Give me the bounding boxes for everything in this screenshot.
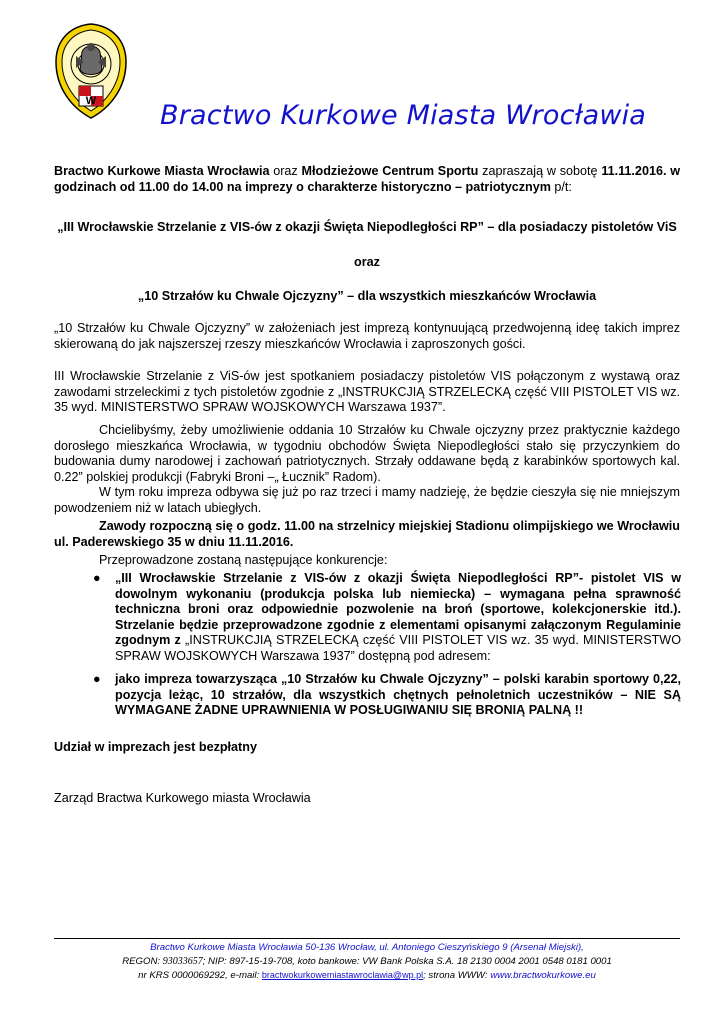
list-item-1 (93, 571, 681, 664)
paragraph-3: Chcielibyśmy, żeby umożliwienie oddania 10 Strzałów ku Chwale ojczyzny przez praktycznie każdego dorosłego mieszkańca Wrocławia, w tygodniu obchodów Święta Niepodległości stało się przyczynkiem do budowania dumy narodowej i zachowań patriotycznych. Strzały oddawane będą z karabinków sportowych kal. 0.22” polskiej produkcji (Fabryki Broni –„ Łucznik” Radom). (54, 423, 680, 484)
list-item-2 (93, 672, 681, 719)
footer-contact (54, 969, 680, 982)
crest-letter: W (85, 95, 97, 107)
intro-text-3: p/t: (550, 179, 572, 194)
paragraph-4: W tym roku impreza odbywa się już po raz trzeci i mamy nadzieję, że będzie cieszyła się nie mniejszym powodzeniem niż w latach ubiegłych. (54, 485, 680, 515)
paragraph-6: Przeprowadzone zostaną następujące konkurencje: (99, 553, 388, 567)
event-date: 11.11.2016. (601, 164, 667, 178)
event1-heading: „III Wrocławskie Strzelanie z VIS-ów z okazji Święta Niepodległości RP” – dla posiadaczy pistoletów ViS (57, 220, 677, 234)
footer-krs: nr KRS 0000069292, e-mail: (138, 970, 262, 981)
intro-and: oraz (269, 164, 302, 178)
footer-divider (54, 938, 680, 939)
footer-registry (54, 955, 680, 968)
bullet-icon: ● (93, 672, 101, 686)
list-item-1-bold: „III Wrocławskie Strzelanie z VIS-ów z okazji Święta Niepodległości RP”- pistolet VIS w dowolnym wykonaniu (produkcja polska lub niemiecka) – wymagana pełna sprawność techniczna broni oraz odpowiednie pozwolenie na broń (sportowe, kolekcjonerskie itd.). Strzelanie będzie przeprowadzone zgodnie z elementami opisanymi załączonym Regulaminie zgodnym z (115, 571, 681, 647)
crest-logo (52, 22, 130, 120)
bullet-icon: ● (93, 571, 101, 585)
paragraph-5: Zawody rozpoczną się o godz. 11.00 na strzelnicy miejskiej Stadionu olimpijskiego we Wrocławiu ul. Paderewskiego 35 w dniu 11.11.2016. (54, 519, 680, 549)
intro-paragraph (54, 164, 680, 195)
oraz-label: oraz (354, 255, 380, 269)
event2-heading: „10 Strzałów ku Chwale Ojczyzny” – dla wszystkich mieszkańców Wrocławia (137, 289, 597, 303)
signature: Zarząd Bractwa Kurkowego miasta Wrocławia (54, 791, 311, 805)
footer-regon-label: REGON: (122, 956, 163, 967)
page-title: Bractwo Kurkowe Miasta Wrocławia (160, 100, 647, 131)
free-participation: Udział w imprezach jest bezpłatny (54, 740, 257, 754)
paragraph-2: III Wrocławskie Strzelanie z ViS-ów jest spotkaniem posiadaczy pistoletów VIS połączonym z wystawą oraz zawodami strzeleckimi z tych pistoletów zgodnie z „INSTRUKCJIĄ STRZELECKĄ część VIII PISTOLET VIS wz. 35 wyd. MINISTERSTWO SPRAW WOJSKOWYCH Warszawa 1937”. (54, 369, 680, 414)
org-name-2: Młodzieżowe Centrum Sportu (301, 164, 479, 178)
footer-bank: ; NIP: 897-15-19-708, koto bankowe: VW Bank Polska S.A. 18 2130 0004 2001 0548 0181 0001 (202, 956, 612, 967)
footer-www-link[interactable]: www.bractwokurkowe.eu (490, 970, 596, 981)
footer-address: Bractwo Kurkowe Miasta Wrocławia 50-136 Wrocław, ul. Antoniego Cieszyńskiego 9 (Arsenał Miejski), (150, 942, 584, 953)
paragraph-1: „10 Strzałów ku Chwale Ojczyzny” w założeniach jest imprezą kontynuującą przedwojenną ideę takich imprez skierowaną do jak najszerszej rzeszy mieszkańców Wrocławia i zaproszonych gości. (54, 321, 680, 351)
org-name-1: Bractwo Kurkowe Miasta Wrocławia (54, 164, 270, 178)
list-item-1-normal: „INSTRUKCJIĄ STRZELECKĄ część VIII PISTOLET VIS wz. 35 wyd. MINISTERSTWO SPRAW WOJSKOWYCH Warszawa 1937” dostępną pod adresem: (115, 633, 681, 663)
list-item-2-text: jako impreza towarzysząca „10 Strzałów ku Chwale Ojczyzny” – polski karabin sportowy 0,22, pozycja leżąc, 10 strzałów, dla wszystkich chętnych pełnoletnich uczestników – NIE SĄ WYMAGANE ŻADNE UPRAWNIENIA W POSŁUGIWANIU SIĘ BRONIĄ PALNĄ !! (115, 672, 681, 717)
footer-www-label: ; strona WWW: (423, 970, 491, 981)
footer-regon: 93033657 (162, 956, 203, 967)
intro-text-1: zapraszają w sobotę (478, 164, 602, 178)
footer-email-link[interactable]: bractwokurkowemiastawroclawia@wp.pl (261, 970, 424, 980)
intro-text-2: w godzinach od 11.00 do 14.00 na imprezy o charakterze historyczno – patriotycznym (54, 164, 681, 194)
